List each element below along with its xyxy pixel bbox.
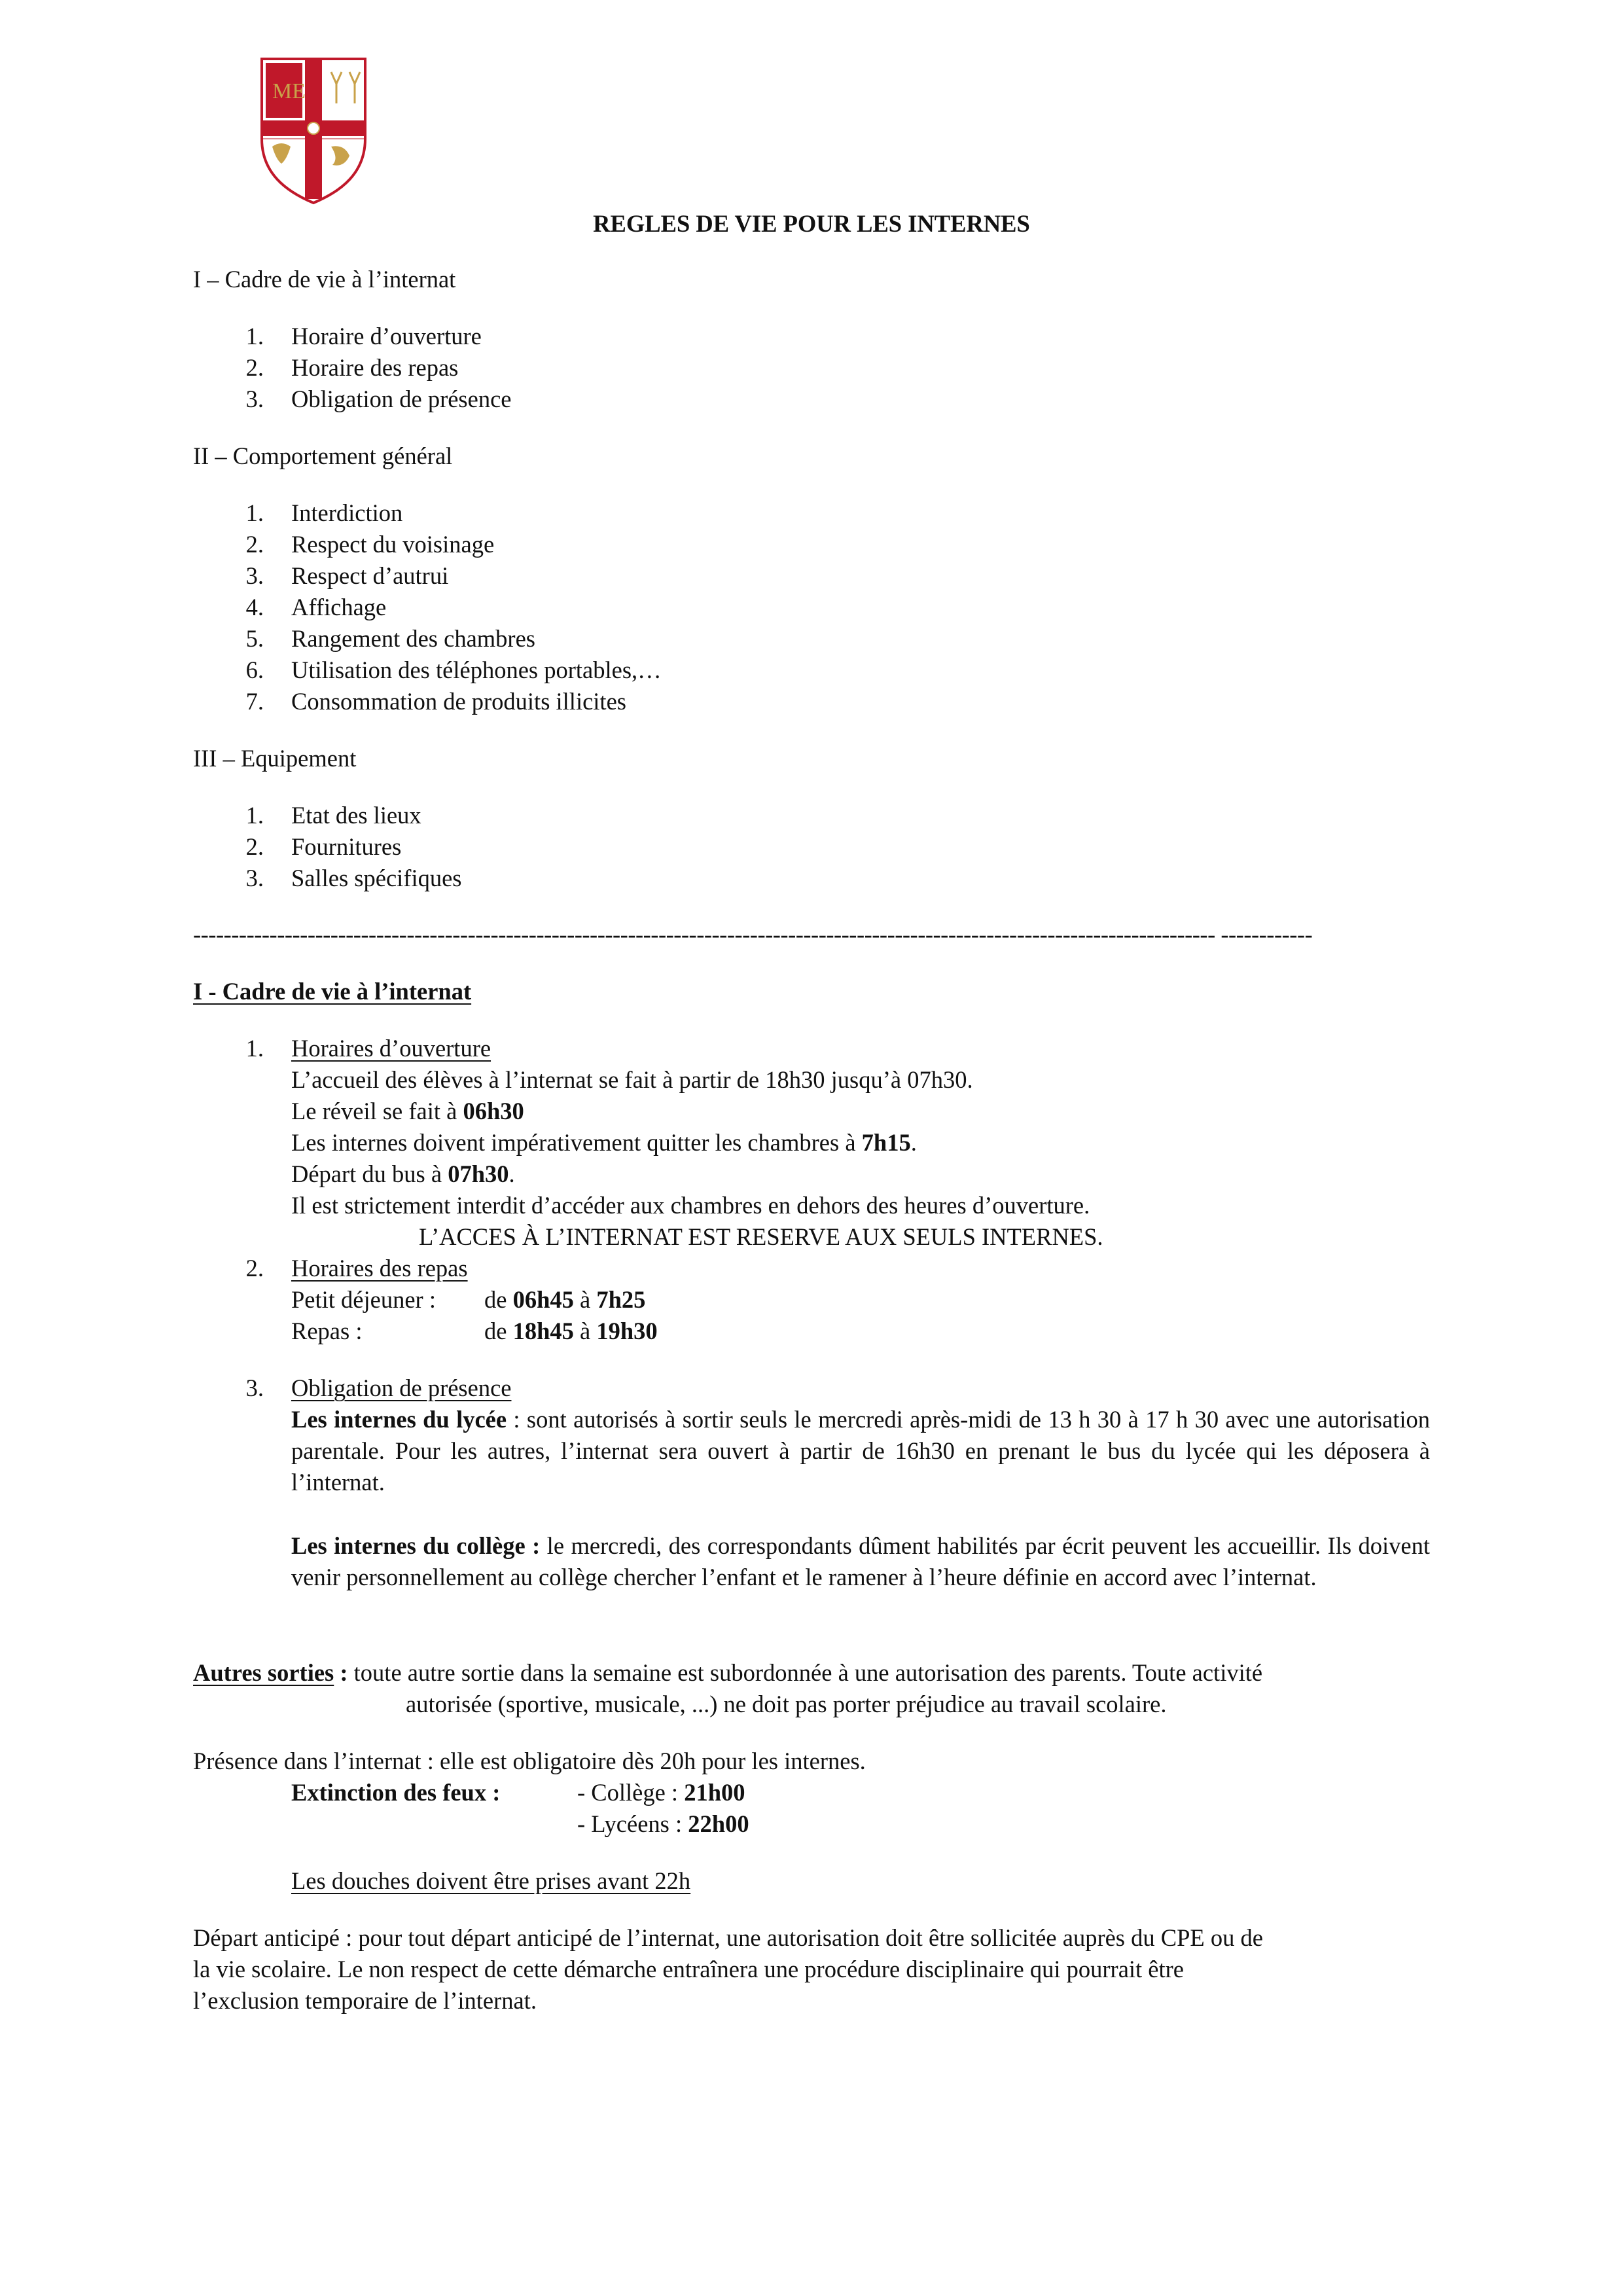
toc-number: 1. (245, 323, 264, 350)
autres-sorties-line-2: autorisée (sportive, musicale, ...) ne doit pas porter préjudice au travail scolaire. (406, 1691, 1167, 1717)
toc-number: 2. (245, 354, 264, 381)
toc-item: Respect d’autrui (291, 562, 449, 589)
toc-item: Etat des lieux (291, 802, 421, 829)
item-2-title: Horaires des repas (291, 1255, 468, 1282)
toc-item: Interdiction (291, 499, 403, 526)
toc-item: Affichage (291, 594, 387, 620)
lycee-paragraph: Les internes du lycée : sont autorisés à sortir seuls le mercredi après-midi de 13 h 30 à 17 h 30 avec une autorisation parentale. Pour les autres, l’internat sera ouvert à partir de 16h30 en prenant le bus du lycée qui les déposera à l’internat. (291, 1406, 1430, 1496)
toc-number: 3. (245, 386, 264, 412)
toc-number: 3. (245, 562, 264, 589)
opening-line-2: Le réveil se fait à 06h30 (291, 1098, 524, 1124)
douches-line: Les douches doivent être prises avant 22h (291, 1867, 691, 1894)
breakfast-time: de 06h45 à 7h25 (484, 1286, 646, 1313)
toc-number: 2. (245, 531, 264, 558)
extinction-lyceens: - Lycéens : 22h00 (577, 1810, 749, 1837)
item-1-title: Horaires d’ouverture (291, 1035, 491, 1062)
toc-item: Rangement des chambres (291, 625, 535, 652)
toc-item: Salles spécifiques (291, 865, 462, 891)
page-title: REGLES DE VIE POUR LES INTERNES (593, 210, 1030, 237)
depart-line-2: la vie scolaire. Le non respect de cette démarche entraînera une procédure disciplinaire qui pourrait être (193, 1956, 1185, 1982)
opening-line-6: L’ACCES À L’INTERNAT EST RESERVE AUX SEULS INTERNES. (419, 1223, 1103, 1250)
toc-number: 6. (245, 656, 264, 683)
toc-number: 2. (245, 833, 264, 860)
toc-section-3-heading: III – Equipement (193, 745, 357, 772)
toc-item: Horaire des repas (291, 354, 459, 381)
section-1-heading: I - Cadre de vie à l’internat (193, 978, 472, 1005)
dinner-time: de 18h45 à 19h30 (484, 1318, 658, 1344)
toc-section-2-heading: II – Comportement général (193, 442, 453, 469)
toc-item: Utilisation des téléphones portables,… (291, 656, 662, 683)
toc-item: Fournitures (291, 833, 402, 860)
item-number: 3. (245, 1374, 264, 1401)
dashed-separator: -------------------------------------------------------------------------------------------------------------------------------------- ------------ (193, 921, 1313, 948)
opening-line-3: Les internes doivent impérativement quitter les chambres à 7h15. (291, 1129, 917, 1156)
autres-sorties-line-1: Autres sorties : toute autre sortie dans la semaine est subordonnée à une autorisation des parents. Toute activité (193, 1659, 1263, 1686)
presence-line: Présence dans l’internat : elle est obligatoire dès 20h pour les internes. (193, 1748, 866, 1774)
extinction-label: Extinction des feux : (291, 1779, 501, 1806)
item-number: 2. (245, 1255, 264, 1282)
opening-line-4: Départ du bus à 07h30. (291, 1160, 515, 1187)
toc-item: Obligation de présence (291, 386, 512, 412)
logo-letters: ME (272, 79, 306, 103)
breakfast-label: Petit déjeuner : (291, 1286, 436, 1313)
school-crest-logo (258, 55, 369, 206)
toc-item: Horaire d’ouverture (291, 323, 482, 350)
opening-line-5: Il est strictement interdit d’accéder aux chambres en dehors des heures d’ouverture. (291, 1192, 1090, 1219)
toc-number: 3. (245, 865, 264, 891)
toc-section-1-heading: I – Cadre de vie à l’internat (193, 266, 456, 293)
depart-line-1: Départ anticipé : pour tout départ anticipé de l’internat, une autorisation doit être sollicitée auprès du CPE ou de (193, 1924, 1263, 1951)
toc-item: Consommation de produits illicites (291, 688, 626, 715)
item-number: 1. (245, 1035, 264, 1062)
depart-line-3: l’exclusion temporaire de l’internat. (193, 1987, 537, 2014)
dinner-label: Repas : (291, 1318, 363, 1344)
toc-number: 5. (245, 625, 264, 652)
extinction-college: - Collège : 21h00 (577, 1779, 745, 1806)
college-paragraph: Les internes du collège : le mercredi, des correspondants dûment habilités par écrit peuvent les accueillir. Ils doivent venir personnellement au collège chercher l’enfant et le ramener à l’heure définie en accord avec l’internat. (291, 1532, 1430, 1590)
toc-number: 1. (245, 499, 264, 526)
heart-icon (308, 122, 319, 134)
opening-line-1: L’accueil des élèves à l’internat se fait à partir de 18h30 jusqu’à 07h30. (291, 1066, 973, 1093)
item-3-title: Obligation de présence (291, 1374, 512, 1401)
toc-number: 1. (245, 802, 264, 829)
toc-number: 7. (245, 688, 264, 715)
toc-number: 4. (245, 594, 264, 620)
toc-item: Respect du voisinage (291, 531, 495, 558)
